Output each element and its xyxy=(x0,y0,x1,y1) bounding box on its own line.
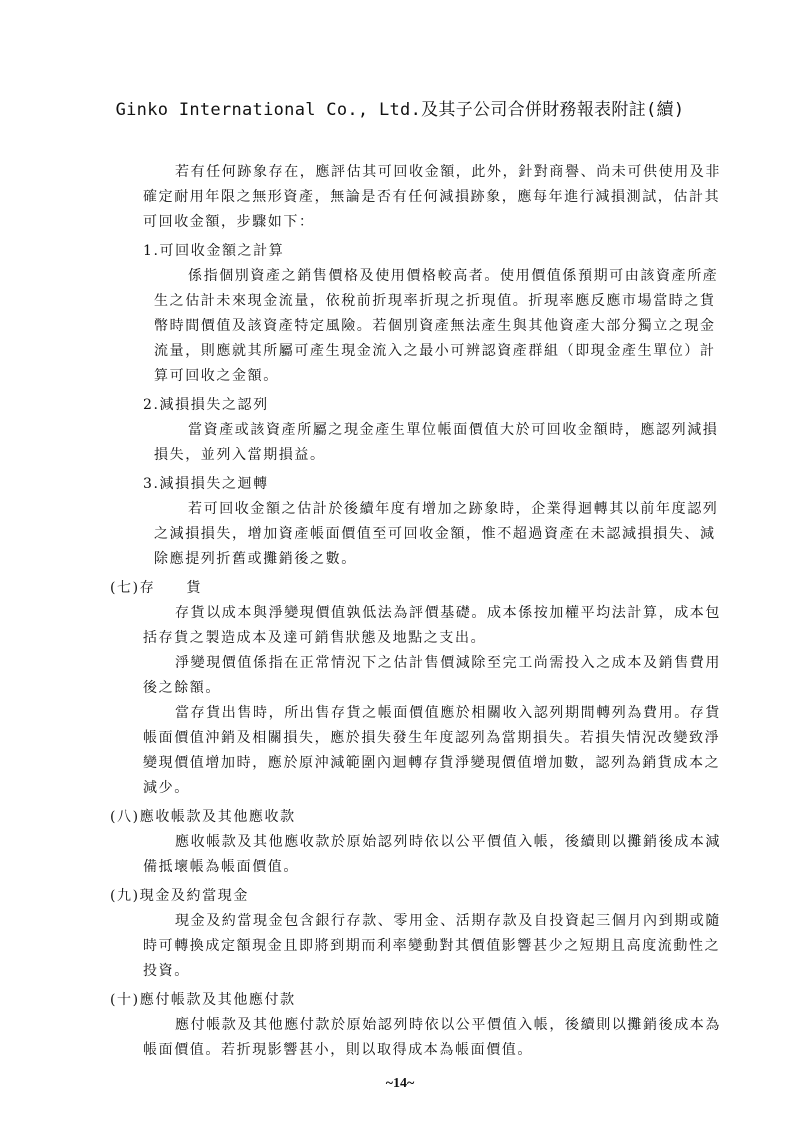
paragraph-line: 係指個別資產之銷售價格及使用價格較高者。使用價值係預期可由該資產所產 xyxy=(188,268,719,284)
paragraph-line: 存貨以成本與淨變現價值孰低法為評價基礎。成本係按加權平均法計算，成本包 xyxy=(175,605,721,621)
paragraph-line: 帳面價值沖銷及相關損失，應於損失發生年度認列為當期損失。若損失情況改變致淨 xyxy=(143,730,721,746)
paragraph-line: 帳面價值。若折現影響甚小，則以取得成本為帳面價值。 xyxy=(143,1042,533,1058)
paragraph-line: 減少。 xyxy=(143,780,190,796)
paragraph-line: 除應提列折舊或攤銷後之數。 xyxy=(154,551,357,567)
paragraph-line: 確定耐用年限之無形資產，無論是否有任何減損跡象，應每年進行減損測試，估計其 xyxy=(143,189,721,205)
paragraph-line: 幣時間價值及該資產特定風險。若個別資產無法產生與其他資產大部分獨立之現金 xyxy=(154,318,716,334)
document-body xyxy=(0,160,800,1058)
page-number: ~14~ xyxy=(385,1076,415,1091)
paragraph-line: 生之估計未來現金流量，依稅前折現率折現之折現值。折現率應反應市場當時之貨 xyxy=(154,293,716,309)
subheading: 3.減損損失之迴轉 xyxy=(143,476,269,492)
paragraph-line: 若有任何跡象存在，應評估其可回收金額，此外，針對商譽、尚未可供使用及非 xyxy=(175,164,721,180)
paragraph-line: 損失，並列入當期損益。 xyxy=(154,447,326,463)
paragraph-line: 當存貨出售時，所出售存貨之帳面價值應於相關收入認列期間轉列為費用。存貨 xyxy=(175,705,721,721)
paragraph-line: 變現價值增加時，應於原沖減範圍內迴轉存貨淨變現價值增加數，認列為銷貨成本之 xyxy=(143,755,721,771)
paragraph-line: 後之餘額。 xyxy=(143,680,221,696)
page-header: Ginko International Co., Ltd.及其子公司合併財務報表附註(續) xyxy=(115,100,685,120)
paragraph-line: 當資產或該資產所屬之現金產生單位帳面價值大於可回收金額時，應認列減損 xyxy=(188,422,719,438)
section-heading: (八)應收帳款及其他應收款 xyxy=(110,809,296,825)
paragraph-line: 若可回收金額之估計於後續年度有增加之跡象時，企業得迴轉其以前年度認列 xyxy=(188,501,719,517)
section-heading: (十)應付帳款及其他應付款 xyxy=(110,992,296,1008)
paragraph-line: 現金及約當現金包含銀行存款、零用金、活期存款及自投資起三個月內到期或隨 xyxy=(175,913,721,929)
paragraph-line: 流量，則應就其所屬可產生現金流入之最小可辨認資產群組（即現金產生單位）計 xyxy=(154,343,716,359)
paragraph-line: 括存貨之製造成本及達可銷售狀態及地點之支出。 xyxy=(143,630,487,646)
paragraph-line: 算可回收之金額。 xyxy=(154,368,279,384)
paragraph-line: 時可轉換成定額現金且即將到期而利率變動對其價值影響甚少之短期且高度流動性之 xyxy=(143,938,721,954)
subheading: 2.減損損失之認列 xyxy=(143,397,269,413)
paragraph-line: 可回收金額，步驟如下： xyxy=(143,214,315,230)
paragraph-line: 應收帳款及其他應收款於原始認列時依以公平價值入帳，後續則以攤銷後成本減 xyxy=(175,834,721,850)
subheading: 1.可回收金額之計算 xyxy=(143,243,285,259)
paragraph-line: 應付帳款及其他應付款於原始認列時依以公平價值入帳，後續則以攤銷後成本為 xyxy=(175,1017,721,1033)
paragraph-line: 備抵壞帳為帳面價值。 xyxy=(143,859,299,875)
section-heading: (九)現金及約當現金 xyxy=(110,888,249,904)
paragraph-line: 淨變現價值係指在正常情況下之估計售價減除至完工尚需投入之成本及銷售費用 xyxy=(175,655,721,671)
section-heading: (七)存 貨 xyxy=(110,580,203,596)
paragraph-line: 投資。 xyxy=(143,963,190,979)
paragraph-line: 之減損損失，增加資產帳面價值至可回收金額，惟不超過資產在未認減損損失、減 xyxy=(154,526,716,542)
